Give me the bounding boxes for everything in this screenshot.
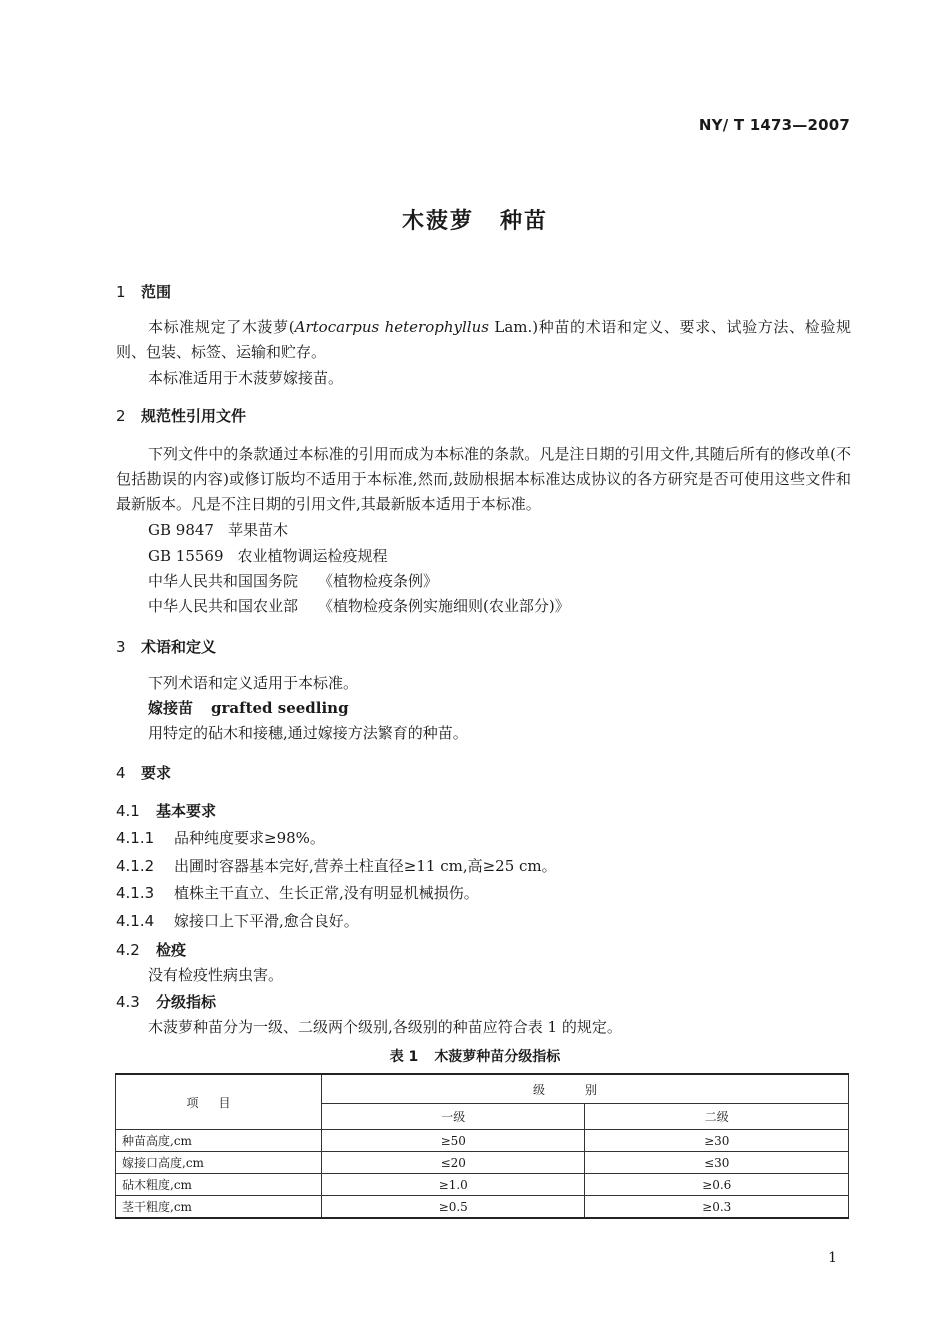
grade-2-value: ≥0.3: [585, 1196, 849, 1219]
reference-code: 中华人民共和国农业部: [148, 597, 299, 615]
header-grade: 级别: [322, 1074, 849, 1104]
section-2-heading: [116, 405, 246, 426]
reference-line: [148, 545, 388, 566]
table-row: [116, 1196, 849, 1219]
normative-references-paragraph: 下列文件中的条款通过本标准的引用而成为本标准的条款。凡是注日期的引用文件,其随后所有的修改单(不包括勘误的内容)或修订版均不适用于本标准,然而,鼓励根据本标准达成协议的各方研究是否可使用这些文件和最新版本。凡是不注日期的引用文件,其最新版本适用于本标准。: [116, 445, 851, 513]
section-number: 1: [116, 283, 126, 301]
section-3-heading: [116, 636, 216, 657]
subsection-4-2-heading: [116, 939, 186, 960]
row-label: 种苗高度,cm: [116, 1130, 322, 1152]
grading-table: [115, 1073, 849, 1219]
term-english: grafted seedling: [211, 699, 349, 717]
reference-code: GB 15569: [148, 547, 224, 565]
clause-text: 嫁接口上下平滑,愈合良好。: [174, 912, 359, 930]
reference-code: 中华人民共和国国务院: [148, 572, 299, 590]
subsection-title: 基本要求: [156, 802, 217, 820]
subsection-number: 4.1: [116, 802, 140, 820]
subsection-title: 检疫: [156, 941, 187, 959]
document-title: [0, 204, 950, 235]
scope-paragraph-2: 本标准适用于木菠萝嫁接苗。: [148, 369, 344, 387]
row-label: 砧木粗度,cm: [116, 1174, 322, 1196]
header-item: 项目: [116, 1074, 322, 1130]
reference-line: [148, 570, 438, 591]
section-number: 4: [116, 764, 126, 782]
row-label: 嫁接口高度,cm: [116, 1152, 322, 1174]
table-row: [116, 1152, 849, 1174]
title-part-1: 木菠萝: [401, 209, 474, 234]
section-title: 规范性引用文件: [141, 407, 247, 425]
subsection-number: 4.2: [116, 941, 140, 959]
section-4-heading: [116, 762, 171, 783]
clause-number: 4.1.4: [116, 912, 155, 930]
title-part-2: 种苗: [500, 209, 549, 234]
table-row: [116, 1130, 849, 1152]
header-grade-2: 二级: [585, 1104, 849, 1130]
section-title: 术语和定义: [141, 638, 217, 656]
header-grade-1: 一级: [322, 1104, 585, 1130]
reference-line: [148, 595, 570, 616]
clause-number: 4.1.3: [116, 884, 155, 902]
section-number: 2: [116, 407, 126, 425]
table-row: [116, 1174, 849, 1196]
reference-line: [148, 519, 288, 540]
subsection-number: 4.3: [116, 993, 140, 1011]
clause-number: 4.1.2: [116, 857, 155, 875]
subsection-4-3-heading: [116, 991, 216, 1012]
clause-4-1-2: [116, 855, 557, 876]
reference-name: 《植物检疫条例实施细则(农业部分)》: [318, 597, 570, 615]
section-number: 3: [116, 638, 126, 656]
grade-1-value: ≤20: [322, 1152, 585, 1174]
grade-2-value: ≥30: [585, 1130, 849, 1152]
row-label: 茎干粗度,cm: [116, 1196, 322, 1219]
grade-1-value: ≥1.0: [322, 1174, 585, 1196]
section-title: 范围: [141, 283, 172, 301]
clause-text: 出圃时容器基本完好,营养土柱直径≥11 cm,高≥25 cm。: [174, 857, 557, 875]
table-number: 表 1: [389, 1049, 419, 1065]
table-caption: [0, 1046, 950, 1066]
term-definition: 用特定的砧木和接穗,通过嫁接方法繁育的种苗。: [148, 724, 468, 742]
subsection-4-1-heading: [116, 800, 216, 821]
quarantine-text: 没有检疫性病虫害。: [148, 966, 284, 984]
terms-intro: 下列术语和定义适用于本标准。: [148, 674, 359, 692]
grade-1-value: ≥0.5: [322, 1196, 585, 1219]
term-chinese: 嫁接苗: [148, 699, 194, 717]
reference-code: GB 9847: [148, 521, 214, 539]
clause-text: 植株主干直立、生长正常,没有明显机械损伤。: [174, 884, 479, 902]
latin-name: Artocarpus heterophyllus: [294, 318, 489, 336]
section-title: 要求: [141, 764, 172, 782]
clause-4-1-3: [116, 882, 479, 903]
clause-number: 4.1.1: [116, 829, 155, 847]
scope-paragraph-1: 本标准规定了木菠萝(Artocarpus heterophyllus Lam.)种苗的术语和定义、要求、试验方法、检验规则、包装、标签、运输和贮存。: [116, 318, 851, 361]
section-1-heading: [116, 281, 171, 302]
reference-name: 《植物检疫条例》: [318, 572, 439, 590]
grade-2-value: ≤30: [585, 1152, 849, 1174]
clause-text: 品种纯度要求≥98%。: [174, 829, 325, 847]
page-number: 1: [828, 1250, 837, 1266]
reference-name: 农业植物调运检疫规程: [237, 547, 388, 565]
grade-1-value: ≥50: [322, 1130, 585, 1152]
clause-4-1-1: [116, 827, 325, 848]
table-title: 木菠萝种苗分级指标: [434, 1049, 561, 1065]
term-entry: [148, 697, 349, 718]
subsection-title: 分级指标: [156, 993, 217, 1011]
reference-name: 苹果苗木: [227, 521, 288, 539]
grade-2-value: ≥0.6: [585, 1174, 849, 1196]
clause-4-1-4: [116, 910, 359, 931]
standard-number: NY/ T 1473—2007: [698, 116, 850, 134]
grading-text: 木菠萝种苗分为一级、二级两个级别,各级别的种苗应符合表 1 的规定。: [148, 1018, 622, 1036]
